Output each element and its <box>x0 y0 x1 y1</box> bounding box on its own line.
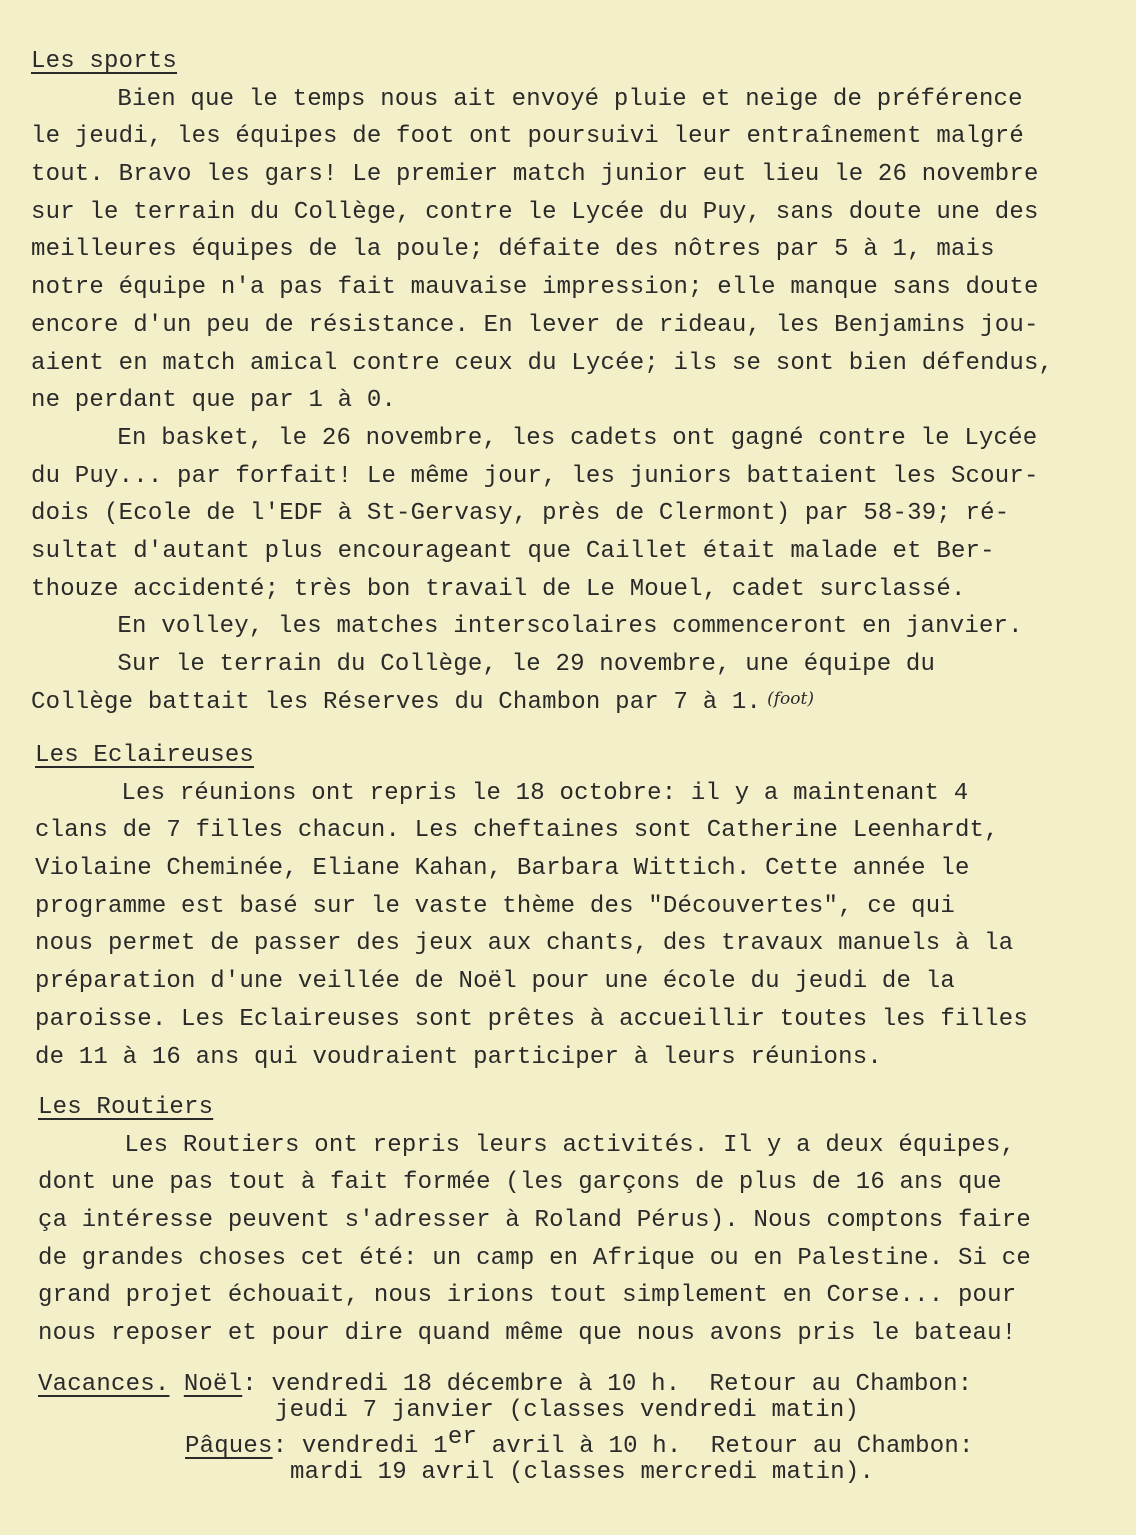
text-line: meilleures équipes de la poule; défaite des nôtres par 5 à 1, mais <box>31 236 995 264</box>
noel-label: Noël <box>183 1371 243 1398</box>
text-line: du Puy... par forfait! Le même jour, les juniors battaient les Scour- <box>31 462 1039 490</box>
text-line: programme est basé sur le vaste thème des "Découvertes", ce qui <box>35 892 955 920</box>
text-line: encore d'un peu de résistance. En lever de rideau, les Benjamins jou- <box>31 311 1039 339</box>
text-line: nous permet de passer des jeux aux chants, des travaux manuels à la <box>35 930 1014 958</box>
text-line: préparation d'une veillée de Noël pour une école du jeudi de la <box>35 968 955 996</box>
text-line: sultat d'autant plus encourageant que Caillet était malade et Ber- <box>31 537 995 565</box>
text-line: de grandes choses cet été: un camp en Afrique ou en Palestine. Si ce <box>38 1244 1031 1272</box>
holiday-line <box>38 1398 974 1424</box>
noel-dates: : vendredi 18 décembre à 10 h. Retour au Chambon: <box>242 1371 973 1398</box>
text-line: grand projet échouait, nous irions tout simplement en Corse... pour <box>38 1282 1017 1310</box>
paques-return: mardi 19 avril (classes mercredi matin). <box>290 1459 875 1486</box>
noel-return: jeudi 7 janvier (classes vendredi matin) <box>275 1397 860 1424</box>
heading-text: Les sports <box>31 48 178 75</box>
heading-text: Les Eclaireuses <box>35 742 255 769</box>
text-line: Sur le terrain du Collège, le 29 novembre, une équipe du <box>117 651 936 678</box>
text-line-content: Collège battait les Réserves du Chambon par 7 à 1. <box>31 688 762 716</box>
vacances-label: Vacances. <box>38 1371 170 1398</box>
holiday-line <box>38 1424 974 1460</box>
holiday-line <box>38 1460 974 1486</box>
text-line: Violaine Cheminée, Eliane Kahan, Barbara Wittich. Cette année le <box>35 855 970 883</box>
text-line: ça intéresse peuvent s'adresser à Roland Pérus). Nous comptons faire <box>38 1207 1031 1235</box>
text-line: le jeudi, les équipes de foot ont poursuivi leur entraînement malgré <box>31 123 1024 151</box>
text-line: thouze accidenté; très bon travail de Le Mouel, cadet surclassé. <box>31 575 966 603</box>
paques-label: Pâques <box>185 1433 273 1460</box>
section-eclaireuses <box>35 737 1028 1076</box>
holiday-line <box>38 1372 974 1398</box>
section-routiers <box>38 1089 1031 1353</box>
text-line: notre équipe n'a pas fait mauvaise impression; elle manque sans doute <box>31 274 1039 302</box>
text-line: ne perdant que par 1 à 0. <box>31 387 397 415</box>
text-line: Les Routiers ont repris leurs activités. Il y a deux équipes, <box>124 1131 1016 1159</box>
text-line: de 11 à 16 ans qui voudraient participer à leurs réunions. <box>35 1043 882 1071</box>
section-sports <box>31 43 1053 721</box>
text-line: dont une pas tout à fait formée (les garçons de plus de 16 ans que <box>38 1169 1002 1197</box>
paques-dates-start: : vendredi 1 <box>272 1433 448 1460</box>
heading-text: Les Routiers <box>38 1094 214 1121</box>
section-heading <box>31 43 1053 81</box>
text-line: sur le terrain du Collège, contre le Lycée du Puy, sans doute une des <box>31 198 1039 226</box>
text-line <box>31 684 1053 722</box>
section-heading <box>38 1089 1031 1127</box>
text-line: nous reposer et pour dire quand même que nous avons pris le bateau! <box>38 1320 1017 1348</box>
text-line: clans de 7 filles chacun. Les cheftaines sont Catherine Leenhardt, <box>35 817 999 845</box>
section-vacances <box>38 1372 974 1486</box>
text-line: En volley, les matches interscolaires commenceront en janvier. <box>117 613 1023 641</box>
text-line: Bien que le temps nous ait envoyé pluie et neige de préférence <box>117 85 1023 113</box>
text-line: En basket, le 26 novembre, les cadets ont gagné contre le Lycée <box>117 424 1038 452</box>
section-heading <box>35 737 1028 775</box>
text-line: paroisse. Les Eclaireuses sont prêtes à accueillir toutes les filles <box>35 1005 1028 1033</box>
text-line: Les réunions ont repris le 18 octobre: il y a maintenant 4 <box>121 779 969 807</box>
text-line: aient en match amical contre ceux du Lycée; ils se sont bien défendus, <box>31 349 1054 377</box>
text-line: tout. Bravo les gars! Le premier match junior eut lieu le 26 novembre <box>31 161 1039 189</box>
handwritten-annotation: (foot) <box>767 688 814 709</box>
ordinal-superscript: er <box>447 1424 478 1451</box>
text-line: dois (Ecole de l'EDF à St-Gervasy, près de Clermont) par 58-39; ré- <box>31 500 1010 528</box>
paques-dates-end: avril à 10 h. Retour au Chambon: <box>477 1433 974 1460</box>
